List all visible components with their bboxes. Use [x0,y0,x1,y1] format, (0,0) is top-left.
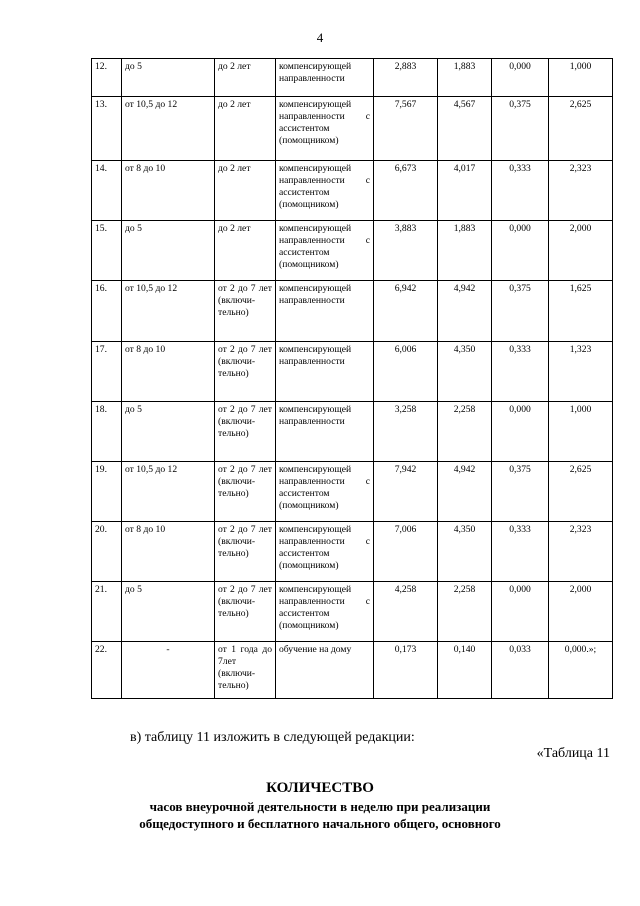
group-type-cell: компенсирующей направленности с ассистентом (помощником) [276,462,374,522]
value-4-cell: 2,323 [549,522,613,582]
table-row [92,642,613,699]
row-number-cell: 19. [92,462,122,522]
value-3-cell: 0,000 [492,221,549,281]
group-type-cell: компенсирующей направленности с ассистентом (помощником) [276,221,374,281]
value-total-cell: 2,883 [374,59,438,97]
row-number-cell: 21. [92,582,122,642]
value-2-cell: 0,140 [438,642,492,699]
value-2-cell: 4,942 [438,281,492,342]
row-number-cell: 15. [92,221,122,281]
value-4-cell: 2,000 [549,582,613,642]
group-type-cell: компенсирующей направленности [276,402,374,462]
table-row [92,402,613,462]
value-3-cell: 0,333 [492,342,549,402]
group-type-cell: компенсирующей направленности с ассистентом (помощником) [276,97,374,161]
value-total-cell: 0,173 [374,642,438,699]
value-total-cell: 4,258 [374,582,438,642]
row-number-cell: 14. [92,161,122,221]
table-label: «Таблица 11 [536,746,610,761]
value-4-cell: 2,625 [549,97,613,161]
table-row [92,462,613,522]
group-type-cell: компенсирующей направленности с ассистентом (помощником) [276,522,374,582]
age-range-cell: до 2 лет [215,97,276,161]
value-2-cell: 4,350 [438,522,492,582]
table-row [92,59,613,97]
table-body [92,59,613,699]
section-title: КОЛИЧЕСТВО [266,780,374,796]
value-3-cell: 0,000 [492,59,549,97]
value-3-cell: 0,000 [492,402,549,462]
group-type-cell: обучение на дому [276,642,374,699]
table-row [92,161,613,221]
value-2-cell: 4,942 [438,462,492,522]
group-size-cell: от 10,5 до 12 [122,281,215,342]
group-type-cell: компенсирующей направленности с ассистентом (помощником) [276,582,374,642]
table-row [92,522,613,582]
value-2-cell: 2,258 [438,582,492,642]
value-2-cell: 4,350 [438,342,492,402]
table-row [92,97,613,161]
age-range-cell: от 2 до 7 лет (включи-тельно) [215,522,276,582]
group-size-cell: до 5 [122,221,215,281]
row-number-cell: 16. [92,281,122,342]
value-4-cell: 0,000.»; [549,642,613,699]
value-4-cell: 1,000 [549,59,613,97]
group-size-cell: от 8 до 10 [122,161,215,221]
value-total-cell: 6,673 [374,161,438,221]
group-size-cell: - [122,642,215,699]
row-number-cell: 13. [92,97,122,161]
value-3-cell: 0,000 [492,582,549,642]
row-number-cell: 17. [92,342,122,402]
group-type-cell: компенсирующей направленности [276,59,374,97]
age-range-cell: до 2 лет [215,221,276,281]
value-total-cell: 7,006 [374,522,438,582]
age-range-cell: от 2 до 7 лет (включи-тельно) [215,281,276,342]
section-subtitle-line-2: общедоступного и бесплатного начального общего, основного [139,816,501,831]
row-number-cell: 18. [92,402,122,462]
value-4-cell: 1,625 [549,281,613,342]
value-3-cell: 0,375 [492,97,549,161]
value-4-cell: 2,625 [549,462,613,522]
value-total-cell: 7,567 [374,97,438,161]
group-size-cell: до 5 [122,582,215,642]
group-type-cell: компенсирующей направленности [276,281,374,342]
age-range-cell: от 2 до 7 лет (включи-тельно) [215,582,276,642]
age-range-cell: от 2 до 7 лет (включи-тельно) [215,462,276,522]
value-2-cell: 4,567 [438,97,492,161]
value-3-cell: 0,033 [492,642,549,699]
value-4-cell: 1,323 [549,342,613,402]
value-4-cell: 2,000 [549,221,613,281]
group-size-cell: от 10,5 до 12 [122,97,215,161]
group-type-cell: компенсирующей направленности с ассистентом (помощником) [276,161,374,221]
coefficients-table [91,58,613,699]
age-range-cell: от 1 года до 7лет (включи-тельно) [215,642,276,699]
age-range-cell: до 2 лет [215,59,276,97]
value-2-cell: 1,883 [438,221,492,281]
value-4-cell: 2,323 [549,161,613,221]
value-2-cell: 2,258 [438,402,492,462]
value-3-cell: 0,375 [492,462,549,522]
value-2-cell: 4,017 [438,161,492,221]
group-size-cell: от 8 до 10 [122,342,215,402]
age-range-cell: от 2 до 7 лет (включи-тельно) [215,342,276,402]
value-2-cell: 1,883 [438,59,492,97]
row-number-cell: 20. [92,522,122,582]
group-size-cell: от 8 до 10 [122,522,215,582]
value-3-cell: 0,333 [492,161,549,221]
group-size-cell: до 5 [122,59,215,97]
value-total-cell: 3,258 [374,402,438,462]
age-range-cell: от 2 до 7 лет (включи-тельно) [215,402,276,462]
page-number: 4 [316,30,324,45]
value-3-cell: 0,375 [492,281,549,342]
table-row [92,221,613,281]
table-row [92,342,613,402]
group-size-cell: до 5 [122,402,215,462]
amendment-paragraph: в) таблицу 11 изложить в следующей редакции: [130,730,415,745]
table-row [92,281,613,342]
section-subtitle-line-1: часов внеурочной деятельности в неделю при реализации [149,799,491,814]
value-total-cell: 6,942 [374,281,438,342]
table-row [92,582,613,642]
value-3-cell: 0,333 [492,522,549,582]
value-total-cell: 7,942 [374,462,438,522]
value-total-cell: 3,883 [374,221,438,281]
row-number-cell: 22. [92,642,122,699]
age-range-cell: до 2 лет [215,161,276,221]
value-4-cell: 1,000 [549,402,613,462]
group-size-cell: от 10,5 до 12 [122,462,215,522]
row-number-cell: 12. [92,59,122,97]
group-type-cell: компенсирующей направленности [276,342,374,402]
value-total-cell: 6,006 [374,342,438,402]
